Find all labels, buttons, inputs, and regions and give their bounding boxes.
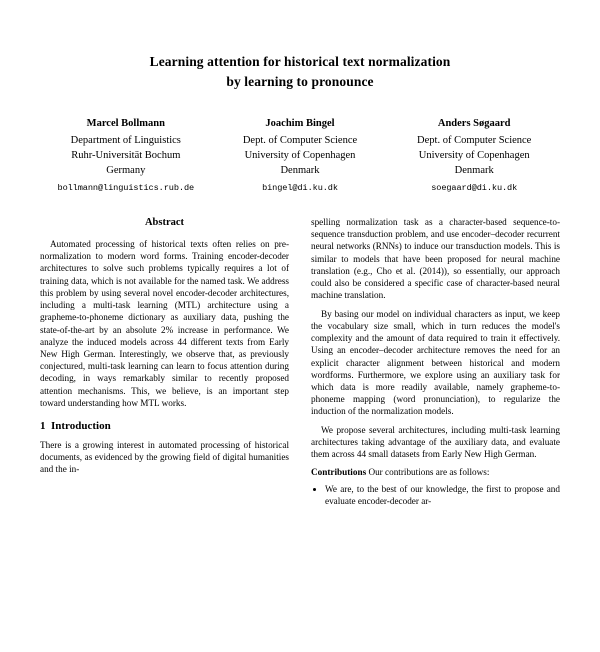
author-affiliation-line: Dept. of Computer Science [242, 135, 358, 147]
section-title: Introduction [51, 420, 111, 433]
right-paragraph-2: By basing our model on individual characters as input, we keep the vocabulary size small, which in turn reduces the model's complexity and the amount of data required to train it effectively. Using an encoder–decoder architecture removes the need for an explicit character alignment between historical and modern wordforms. Furthermore, we explore using an auxiliary task for which data is more readily available, namely grapheme-to-phoneme mapping (word pronunciation), to regularize the induction of the normalization models. [311, 308, 560, 417]
author-name: Joachim Bingel [265, 118, 335, 130]
title-block [56, 52, 544, 91]
contributions-list [311, 483, 560, 507]
left-column [40, 216, 289, 510]
author-affiliation-line: Germany [106, 164, 146, 176]
body-columns [40, 216, 560, 510]
title-line-2: by learning to pronounce [226, 73, 374, 89]
page-title [56, 52, 544, 91]
author-name: Marcel Bollmann [86, 118, 165, 130]
author-affiliation-line: University of Copenhagen [244, 149, 356, 161]
author-affiliation-line: Department of Linguistics [70, 135, 181, 147]
contributions-line [311, 466, 560, 478]
author-email[interactable]: bingel@di.ku.dk [262, 182, 338, 193]
contributions-lead: Contributions [311, 467, 367, 478]
author-block [388, 117, 560, 194]
right-paragraph-1: spelling normalization task as a character-based sequence-to-sequence transduction problem, and use encoder–decoder recurrent neural networks (RNNs) to induce our transduction models. This is similar to models that have been proposed for neural machine translation (e.g., Cho et al. (2014)), so essentially, our approach could also be considered a specific case of character-based neural machine translation. [311, 216, 560, 301]
list-item: • We are, to the best of our knowledge, the first to propose and evaluate encoder-decoder ar- [325, 483, 560, 507]
right-paragraph-3: We propose several architectures, including multi-task learning architectures taking advantage of the auxiliary data, and evaluate them across 44 small datasets from Early New High German. [311, 424, 560, 460]
section-number: 1 [40, 420, 46, 433]
author-block [214, 117, 386, 194]
author-name: Anders Søgaard [437, 118, 511, 130]
intro-paragraph: There is a growing interest in automated processing of historical documents, as evidenced by the growing field of digital humanities and the in- [40, 439, 289, 475]
author-block [40, 117, 212, 194]
title-line-1: Learning attention for historical text normalization [149, 54, 451, 69]
abstract-text: Automated processing of historical texts often relies on pre-normalization to modern word forms. Training encoder-decoder architectures to solve such problems typically requires a lot of training data, which is not available for the named task. We address this problem by using several novel encoder-decoder architectures, including a multi-task learning (MTL) architecture using a grapheme-to-phoneme dictionary as auxiliary data, pushing the state-of-the-art by an absolute 2% increase in performance. We analyze the induced models across 44 different texts from Early New High German. Interestingly, we observe that, as previously conjectured, multi-task learning can learn to focus attention during decoding, in ways remarkably similar to recently proposed attention mechanisms. This, we believe, is an important step toward understanding how MTL works. [40, 238, 289, 408]
author-list [40, 117, 560, 194]
abstract-heading: Abstract [144, 216, 185, 228]
author-affiliation-line: University of Copenhagen [418, 149, 530, 161]
author-affiliation-line: Denmark [454, 164, 494, 176]
contributions-text: Our contributions are as follows: [368, 467, 490, 478]
author-email[interactable]: bollmann@linguistics.rub.de [57, 182, 195, 193]
author-affiliation-line: Ruhr-Universität Bochum [71, 149, 181, 161]
author-affiliation-line: Denmark [280, 164, 320, 176]
author-email[interactable]: soegaard@di.ku.dk [431, 182, 518, 193]
paper-page [0, 52, 600, 652]
right-column [311, 216, 560, 510]
section-heading-introduction [40, 419, 289, 434]
author-affiliation-line: Dept. of Computer Science [417, 135, 532, 147]
